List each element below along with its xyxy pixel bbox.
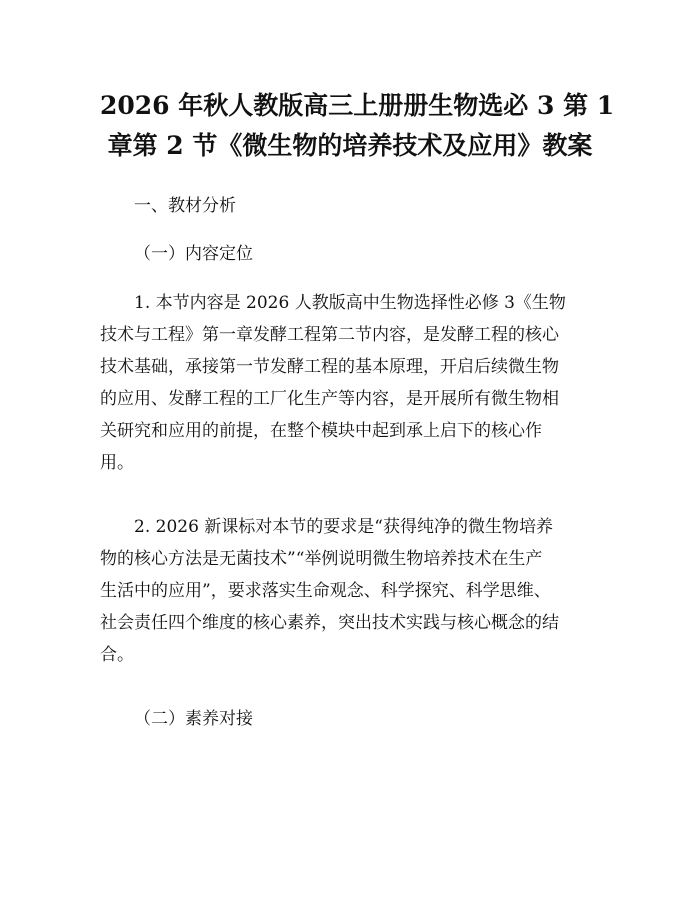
- paragraph-1-line-6: 用。: [100, 453, 134, 473]
- subsection-heading-content-positioning: （一）内容定位: [134, 244, 253, 264]
- paragraph-2-line-5: 合。: [100, 645, 134, 665]
- paragraph-1-line-3: 技术基础，承接第一节发酵工程的基本原理，开启后续微生物: [100, 357, 559, 377]
- subsection-heading-literacy-alignment: （二）素养对接: [134, 709, 253, 729]
- section-heading-textbook-analysis: 一、教材分析: [134, 196, 236, 216]
- paragraph-1: [100, 287, 600, 479]
- paragraph-1-line-1: 1. 本节内容是 2026 人教版高中生物选择性必修 3《生物: [134, 293, 566, 313]
- paragraph-2-line-3: 生活中的应用”，要求落实生命观念、科学探究、科学思维、: [100, 581, 551, 601]
- document-title: [100, 86, 615, 166]
- paragraph-1-line-5: 关研究和应用的前提，在整个模块中起到承上启下的核心作: [100, 421, 542, 441]
- paragraph-1-line-4: 的应用、发酵工程的工厂化生产等内容，是开展所有微生物相: [100, 389, 559, 409]
- title-line-1: 2026 年秋人教版高三上册册生物选必 3 第 1: [100, 91, 615, 120]
- paragraph-2-line-4: 社会责任四个维度的核心素养，突出技术实践与核心概念的结: [100, 613, 559, 633]
- paragraph-1-line-2: 技术与工程》第一章发酵工程第二节内容，是发酵工程的核心: [100, 325, 559, 345]
- title-line-2: 章第 2 节《微生物的培养技术及应用》教案: [107, 131, 593, 160]
- paragraph-2: [100, 511, 600, 671]
- paragraph-2-line-2: 物的核心方法是无菌技术”“举例说明微生物培养技术在生产: [100, 549, 543, 569]
- paragraph-2-line-1: 2. 2026 新课标对本节的要求是“获得纯净的微生物培养: [134, 517, 553, 537]
